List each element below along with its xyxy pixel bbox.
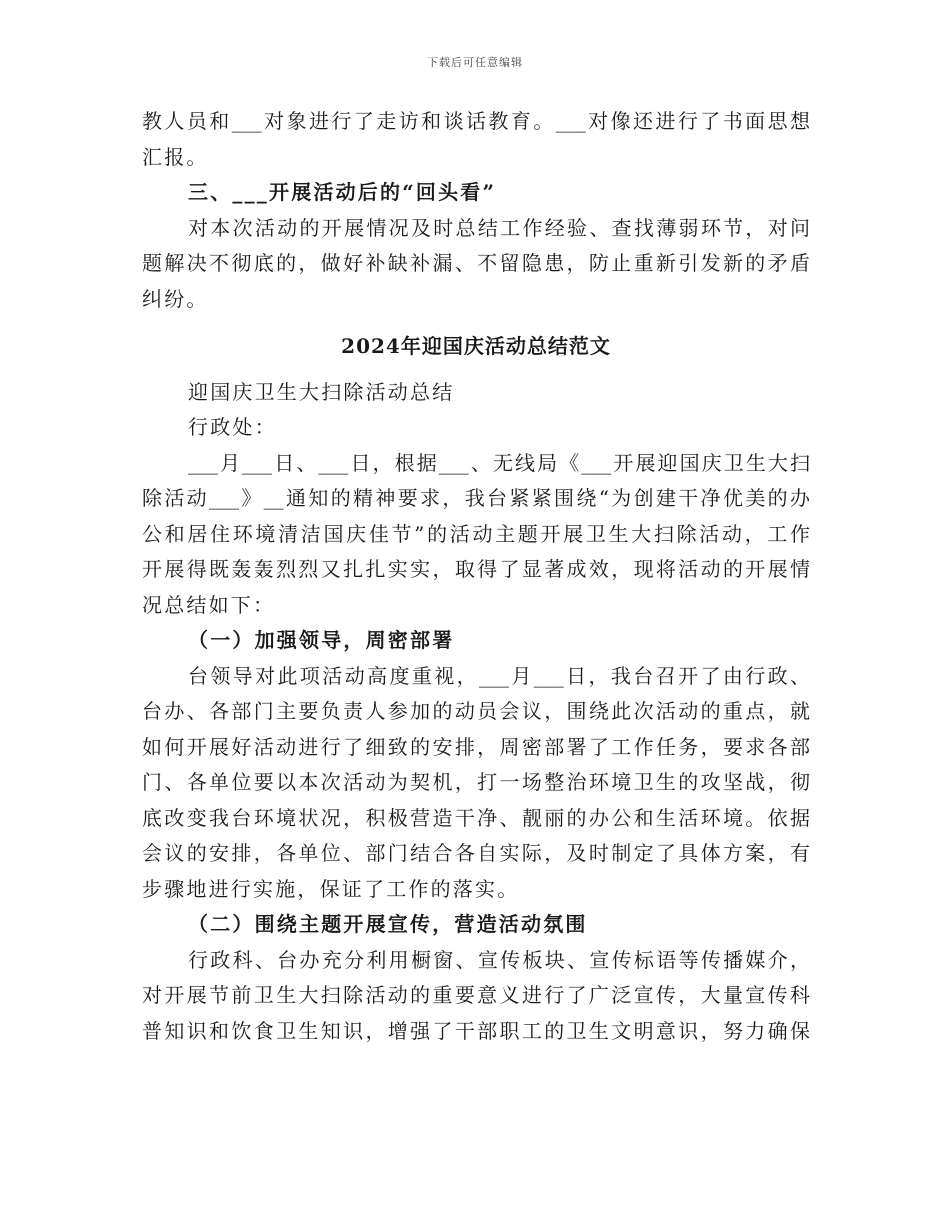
text-line: 教人员和___对象进行了走访和谈话教育。___对像还进行了书面思想 — [142, 109, 810, 133]
text-line: 台办、各部门主要负责人参加的动员会议，围绕此次活动的重点，就 — [142, 699, 810, 723]
text-line: 汇报。 — [142, 144, 209, 169]
text-line: 开展得既轰轰烈烈又扎扎实实，取得了显著成效，现将活动的开展情 — [142, 557, 810, 581]
text-line: 除活动___》__通知的精神要求，我台紧紧围绕“为创建干净优美的办 — [142, 486, 810, 510]
text-line: 况总结如下： — [142, 592, 276, 617]
text-line: 步骤地进行实施，保证了工作的落实。 — [142, 876, 520, 901]
text-line: 底改变我台环境状况，积极营造干净、靓丽的办公和生活环境。依据 — [142, 805, 810, 830]
document-body — [142, 104, 810, 1049]
text-line: 行政科、台办充分利用橱窗、宣传板块、宣传标语等传播媒介， — [188, 947, 810, 972]
text-line: 迎国庆卫生大扫除活动总结 — [188, 379, 455, 404]
text-line: 如何开展好活动进行了细致的安排，周密部署了工作任务，要求各部 — [142, 734, 810, 759]
page-header-note: 下载后可任意编辑 — [427, 56, 523, 69]
text-line: ___月___日、___日，根据___、无线局《___开展迎国庆卫生大扫 — [188, 450, 810, 475]
text-line: 行政处： — [188, 415, 277, 439]
text-line: 台领导对此项活动高度重视，___月___日，我台召开了由行政、 — [188, 663, 810, 688]
section-heading: （二）围绕主题开展宣传，营造活动氛围 — [188, 912, 588, 936]
text-line: 对本次活动的开展情况及时总结工作经验、查找薄弱环节，对问 — [188, 215, 810, 240]
text-line: 普知识和饮食卫生知识，增强了干部职工的卫生文明意识，努力确保 — [142, 1018, 810, 1043]
document-title: 2024年迎国庆活动总结范文 — [341, 334, 611, 358]
section-heading: （一）加强领导，周密部署 — [188, 628, 455, 652]
text-line: 公和居住环境清洁国庆佳节”的活动主题开展卫生大扫除活动，工作 — [142, 521, 810, 546]
section-heading: 三、___开展活动后的“回头看” — [188, 180, 497, 204]
text-line: 门、各单位要以本次活动为契机，打一场整治环境卫生的攻坚战，彻 — [142, 770, 810, 794]
text-line: 纠纷。 — [142, 286, 209, 311]
section-three-block — [142, 104, 810, 317]
text-line: 题解决不彻底的，做好补缺补漏、不留隐患，防止重新引发新的矛盾 — [142, 251, 810, 275]
summary-block — [142, 375, 810, 1050]
text-line: 对开展节前卫生大扫除活动的重要意义进行了广泛宣传，大量宣传科 — [142, 983, 810, 1007]
text-line: 会议的安排，各单位、部门结合各自实际，及时制定了具体方案，有 — [142, 841, 810, 865]
